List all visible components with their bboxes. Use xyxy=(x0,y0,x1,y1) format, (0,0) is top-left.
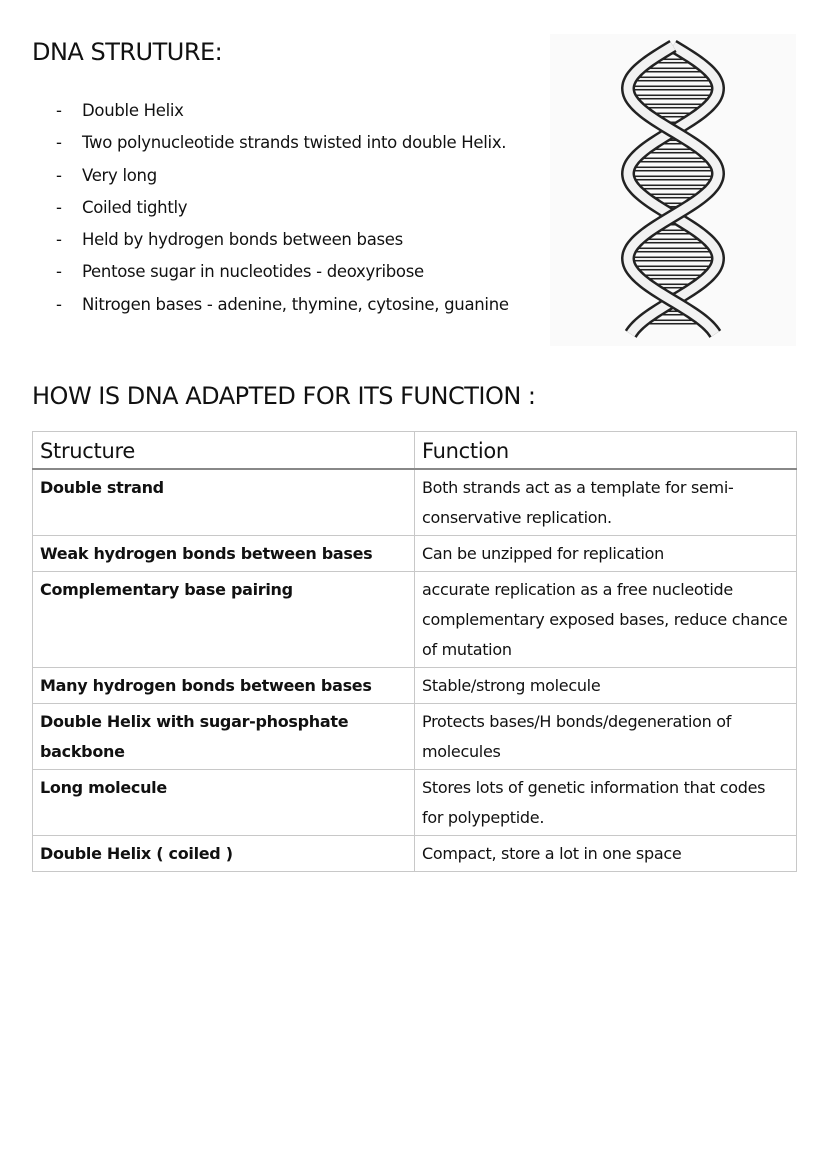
function-cell: Can be unzipped for replication xyxy=(415,536,797,572)
dna-helix-illustration xyxy=(550,34,796,346)
table-header-row xyxy=(33,432,797,470)
table-row xyxy=(33,668,797,704)
dna-structure-list xyxy=(56,98,509,324)
function-cell: Compact, store a lot in one space xyxy=(415,836,797,872)
section-heading-dna-adaptation: HOW IS DNA ADAPTED FOR ITS FUNCTION : xyxy=(32,382,536,410)
list-item: - Held by hydrogen bonds between bases xyxy=(56,230,403,250)
table-row xyxy=(33,469,797,536)
table-row xyxy=(33,536,797,572)
structure-cell: Double Helix with sugar-phosphate backbone xyxy=(33,704,415,770)
column-header-function: Function xyxy=(415,432,797,470)
structure-cell: Many hydrogen bonds between bases xyxy=(33,668,415,704)
table-row xyxy=(33,836,797,872)
table-row xyxy=(33,770,797,836)
table-row xyxy=(33,704,797,770)
structure-cell: Double Helix ( coiled ) xyxy=(33,836,415,872)
list-item: - Double Helix xyxy=(56,101,184,120)
column-header-structure: Structure xyxy=(33,432,415,470)
dna-helix-icon xyxy=(550,34,796,346)
structure-function-table xyxy=(32,431,797,872)
function-cell: Both strands act as a template for semi-conservative replication. xyxy=(415,469,797,536)
structure-cell: Double strand xyxy=(33,469,415,536)
function-cell: accurate replication as a free nucleotide complementary exposed bases, reduce chance of mutation xyxy=(415,572,797,668)
list-item: - Very long xyxy=(56,165,157,185)
table-row xyxy=(33,572,797,668)
function-cell: Stores lots of genetic information that codes for polypeptide. xyxy=(415,770,797,836)
list-item: - Coiled tightly xyxy=(56,197,188,217)
list-item: - Two polynucleotide strands twisted into double Helix. xyxy=(56,133,507,153)
structure-cell: Complementary base pairing xyxy=(33,572,415,668)
structure-cell: Long molecule xyxy=(33,770,415,836)
function-cell: Protects bases/H bonds/degeneration of molecules xyxy=(415,704,797,770)
section-heading-dna-structure: DNA STRUTURE: xyxy=(32,38,223,66)
structure-cell: Weak hydrogen bonds between bases xyxy=(33,536,415,572)
list-item: - Pentose sugar in nucleotides - deoxyribose xyxy=(56,262,424,282)
function-cell: Stable/strong molecule xyxy=(415,668,797,704)
list-item: - Nitrogen bases - adenine, thymine, cytosine, guanine xyxy=(56,294,509,314)
